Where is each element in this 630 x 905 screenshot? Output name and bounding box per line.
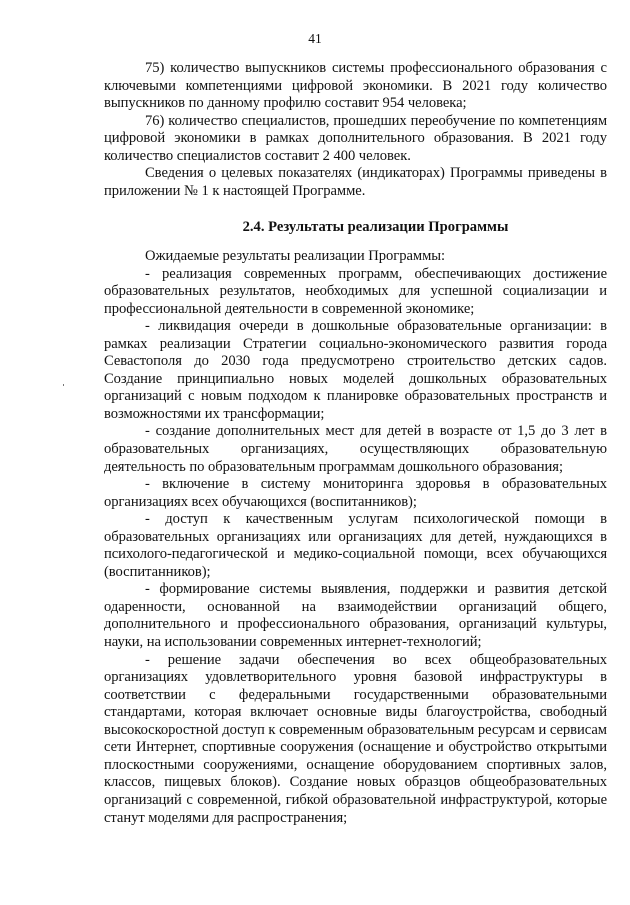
result-item-kindergarten-queue: - ликвидация очереди в дошкольные образовательные организации: в рамках реализации Стратегии социально-экономического развития города Севастополя до 2030 года предусмотрено строительство детских садов. Создание принципиально новых моделей дошкольных образовательных организаций с новым подходом к планировке образовательных пространств и возможностями их трансформации; <box>104 318 607 422</box>
page-number: 41 <box>308 31 322 46</box>
indicators-section <box>104 60 607 200</box>
scan-speck <box>63 384 64 386</box>
result-item-infrastructure: - решение задачи обеспечения во всех общеобразовательных организациях удовлетворительного уровня базовой инфраструктуры в соответствии с федеральными государственными образовательными стандартами, которая включает основные виды благоустройства, свободный высокоскоростной доступ к современным образовательным ресурсам и сервисам сети Интернет, спортивные сооружения (оснащение и обустройство открытыми плоскостными сооружениями, оснащение оборудованием спортивных залов, классов, пищевых блоков). Создание новых образцов общеобразовательных организаций с современной, гибкой образовательной инфраструктурой, которые станут моделями для распространения; <box>104 651 607 826</box>
section-title: 2.4. Результаты реализации Программы <box>242 219 509 235</box>
result-item-additional-places: - создание дополнительных мест для детей в возрасте от 1,5 до 3 лет в образовательных организациях, осуществляющих образовательную деятельность по образовательным программам дошкольного образования; <box>104 423 607 475</box>
result-item-giftedness-support: - формирование системы выявления, поддержки и развития детской одаренности, основанной на взаимодействии организаций общего, дополнительного и профессионального образования, организаций культуры, науки, на использовании современных интернет-технологий; <box>104 581 607 651</box>
paragraph-indicators-reference: Сведения о целевых показателях (индикаторах) Программы приведены в приложении № 1 к настоящей Программе. <box>104 165 607 199</box>
result-item-programs: - реализация современных программ, обеспечивающих достижение образовательных результатов, необходимых для успешной социализации и профессиональной деятельности в современной экономике; <box>104 265 607 317</box>
result-item-health-monitoring: - включение в систему мониторинга здоровья в образовательных организациях всех обучающихся (воспитанников); <box>104 476 607 510</box>
result-item-psychological-help: - доступ к качественным услугам психологической помощи в образовательных организациях или организациях для детей, нуждающихся в психолого-педагогической и медико-социальной помощи, всех обучающихся (воспитанников); <box>104 511 607 580</box>
results-intro: Ожидаемые результаты реализации Программы: <box>145 248 446 264</box>
paragraph-item-75: 75) количество выпускников системы профессионального образования с ключевыми компетенциями цифровой экономики. В 2021 году количество выпускников по данному профилю составит 954 человека; <box>104 60 607 112</box>
paragraph-item-76: 76) количество специалистов, прошедших переобучение по компетенциям цифровой экономики в рамках дополнительного образования. В 2021 году количество специалистов составит 2 400 человек. <box>104 112 607 164</box>
results-section <box>104 248 607 827</box>
